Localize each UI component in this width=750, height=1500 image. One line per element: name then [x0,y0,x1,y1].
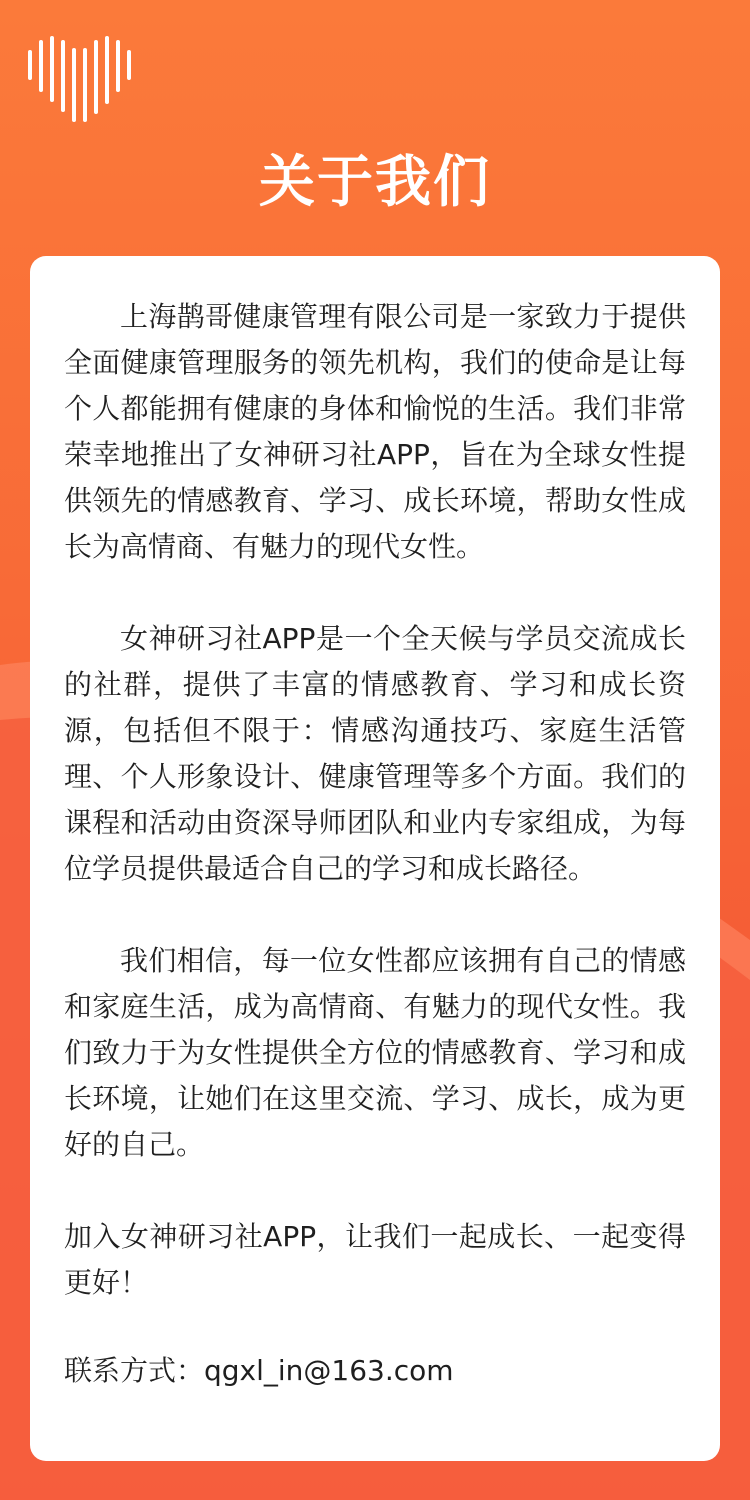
brand-logo [24,30,136,130]
app-description-paragraph: 女神研习社APP是一个全天候与学员交流成长的社群，提供了丰富的情感教育、学习和成长资源，包括但不限于：情感沟通技巧、家庭生活管理、个人形象设计、健康管理等多个方面。我们的课程和活动由资深导师团队和业内专家组成，为每位学员提供最适合自己的学习和成长路径。 [64,622,686,885]
mission-paragraph: 我们相信，每一位女性都应该拥有自己的情感和家庭生活，成为高情商、有魅力的现代女性。我们致力于为女性提供全方位的情感教育、学习和成长环境，让她们在这里交流、学习、成长，成为更好的自己。 [64,944,686,1161]
about-card [30,256,720,1461]
heartbeat-heart-icon [24,30,136,130]
intro-paragraph: 上海鹊哥健康管理有限公司是一家致力于提供全面健康管理服务的领先机构，我们的使命是让每个人都能拥有健康的身体和愉悦的生活。我们非常荣幸地推出了女神研习社APP，旨在为全球女性提供领先的情感教育、学习、成长环境，帮助女性成长为高情商、有魅力的现代女性。 [64,300,686,563]
contact-info: 联系方式：qgxl_in@163.com [64,1354,454,1387]
call-to-action-paragraph: 加入女神研习社APP，让我们一起成长、一起变得更好！ [64,1220,686,1299]
page-title: 关于我们 [259,150,491,215]
